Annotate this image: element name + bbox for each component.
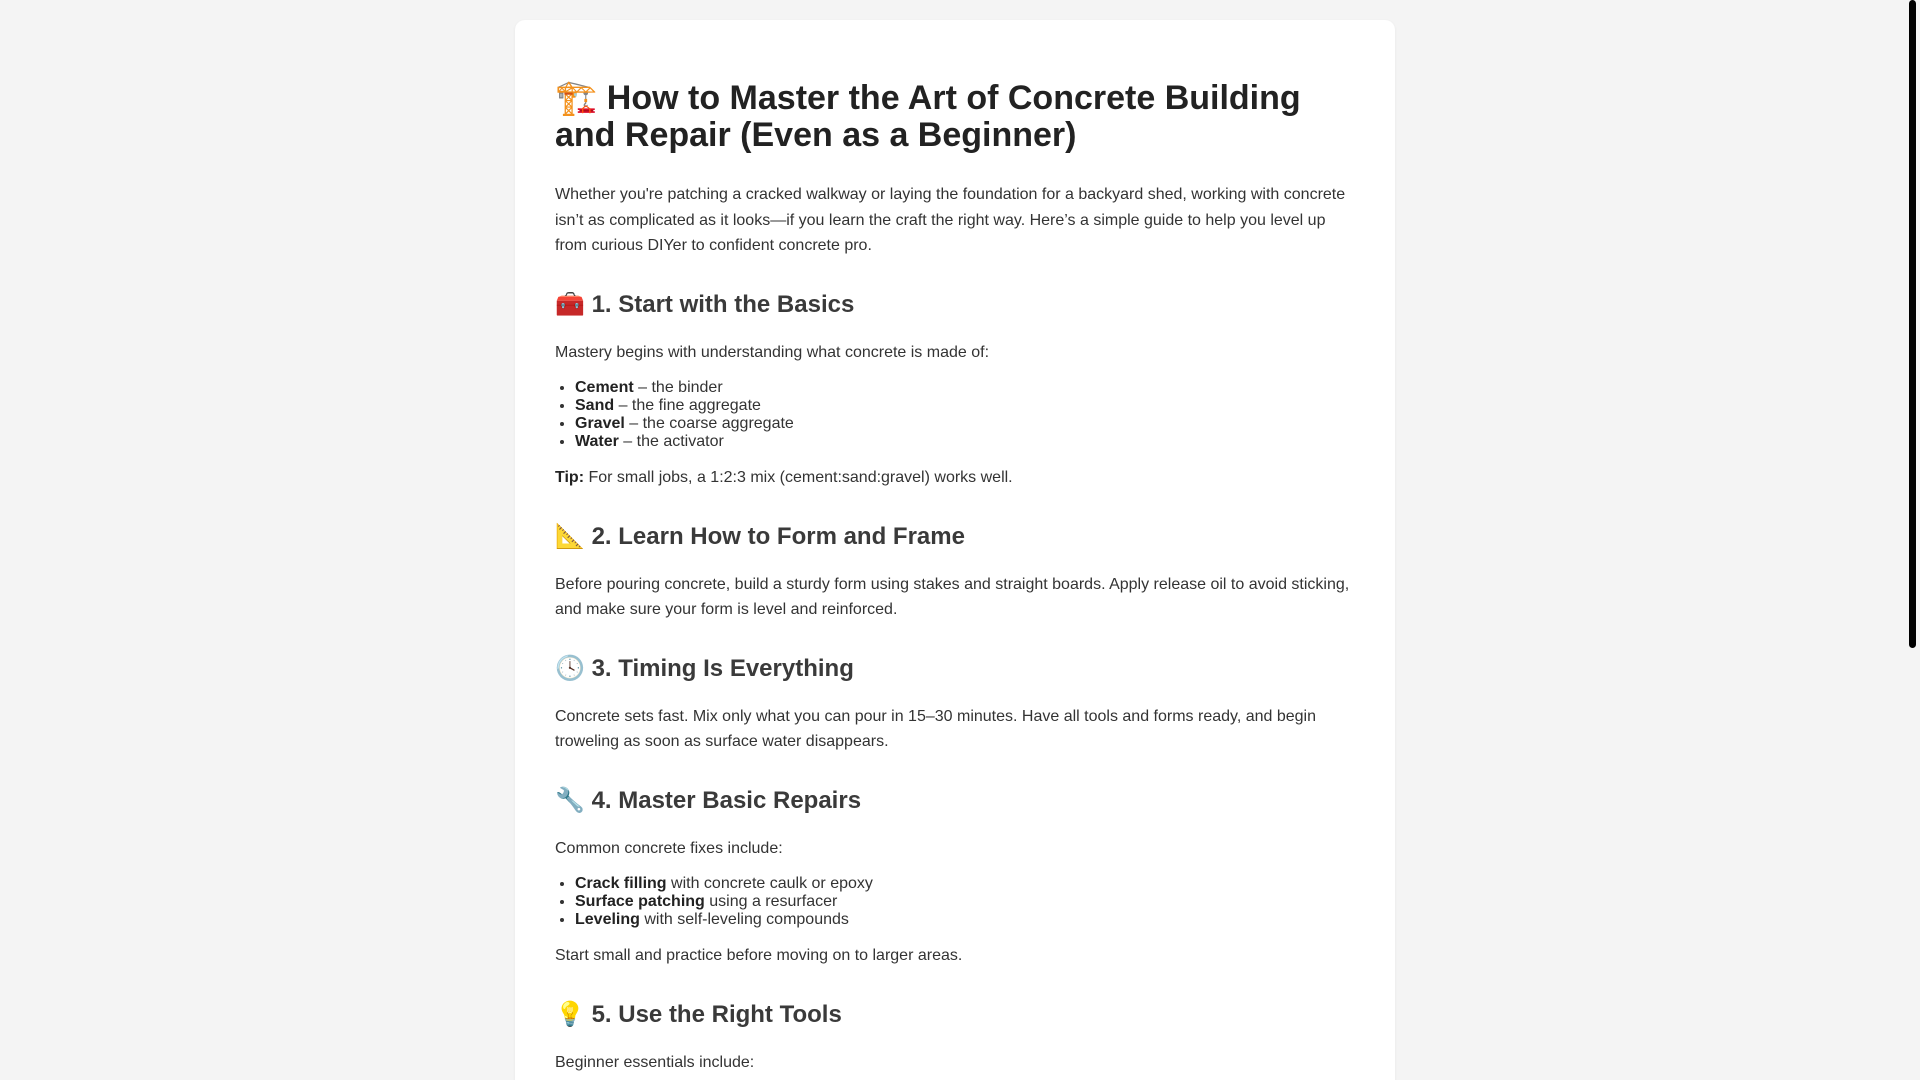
list-item-desc: with concrete caulk or epoxy [666, 875, 873, 892]
section-heading-text: 5. Use the Right Tools [591, 1000, 842, 1028]
section-heading-tools [555, 999, 1355, 1030]
lightbulb-icon: 💡 [555, 999, 585, 1028]
list-item-term: Sand [575, 397, 615, 414]
section-intro: Beginner essentials include: [555, 1053, 755, 1071]
list-item [575, 893, 1355, 911]
list-item [575, 875, 1355, 893]
list-item-desc: using a resurfacer [704, 893, 838, 910]
article-title [555, 80, 1355, 154]
list-item-desc: with self-leveling compounds [639, 911, 849, 928]
list-item-desc: – the coarse aggregate [624, 415, 794, 432]
section-body: Concrete sets fast. Mix only what you can pour in 15–30 minutes. Have all tools and forms ready, and begin troweling as soon as surface water disappears. [555, 707, 1316, 750]
article-card [515, 20, 1395, 1080]
list-item-term: Gravel [575, 415, 625, 432]
list-item [575, 379, 1355, 397]
page-scrollbar[interactable] [1904, 0, 1920, 1080]
list-item-term: Leveling [575, 911, 640, 928]
list-item-term: Cement [575, 379, 634, 396]
section-heading-timing [555, 653, 1355, 684]
list-item [575, 433, 1355, 451]
section-heading-text: 2. Learn How to Form and Frame [591, 522, 965, 550]
section-heading-text: 3. Timing Is Everything [591, 654, 854, 682]
list-item [575, 415, 1355, 433]
article-title-text: How to Master the Art of Concrete Building and Repair (Even as a Beginner) [555, 79, 1301, 154]
repairs-list [555, 875, 1355, 929]
list-item-term: Surface patching [575, 893, 705, 910]
list-item-desc: – the fine aggregate [614, 397, 761, 414]
list-item [575, 911, 1355, 929]
tip-label: Tip: [555, 469, 585, 486]
section-heading-basics [555, 289, 1355, 320]
list-item-term: Crack filling [575, 875, 667, 892]
section-heading-repairs [555, 785, 1355, 816]
section-heading-text: 1. Start with the Basics [591, 290, 855, 318]
list-item [575, 397, 1355, 415]
tip-text: For small jobs, a 1:2:3 mix (cement:sand:gravel) works well. [584, 469, 1013, 486]
section-heading-form-frame [555, 521, 1355, 552]
article-intro: Whether you're patching a cracked walkway or laying the foundation for a backyard shed, working with concrete isn’t as complicated as it looks—if you learn the craft the right way. Here’s a simple guide to help you level up from curious DIYer to confident concrete pro. [555, 186, 1346, 254]
ingredients-list [555, 379, 1355, 451]
tip-paragraph [555, 465, 1355, 491]
section-heading-text: 4. Master Basic Repairs [591, 786, 862, 814]
triangle-ruler-icon: 📐 [555, 521, 585, 550]
list-item-term: Water [575, 433, 619, 450]
toolbox-icon: 🧰 [555, 289, 585, 318]
wrench-icon: 🔧 [555, 785, 585, 814]
section-body: Before pouring concrete, build a sturdy form using stakes and straight boards. Apply release oil to avoid sticking, and make sure your form is level and reinforced. [555, 575, 1350, 618]
clock-icon: 🕓 [555, 653, 585, 682]
list-item-desc: – the activator [618, 433, 724, 450]
section-intro: Common concrete fixes include: [555, 839, 783, 857]
crane-icon: 🏗️ [555, 78, 598, 118]
list-item-desc: – the binder [633, 379, 723, 396]
section-intro: Mastery begins with understanding what concrete is made of: [555, 343, 990, 361]
scrollbar-thumb[interactable] [1909, 0, 1916, 648]
section-outro: Start small and practice before moving on to larger areas. [555, 947, 963, 964]
